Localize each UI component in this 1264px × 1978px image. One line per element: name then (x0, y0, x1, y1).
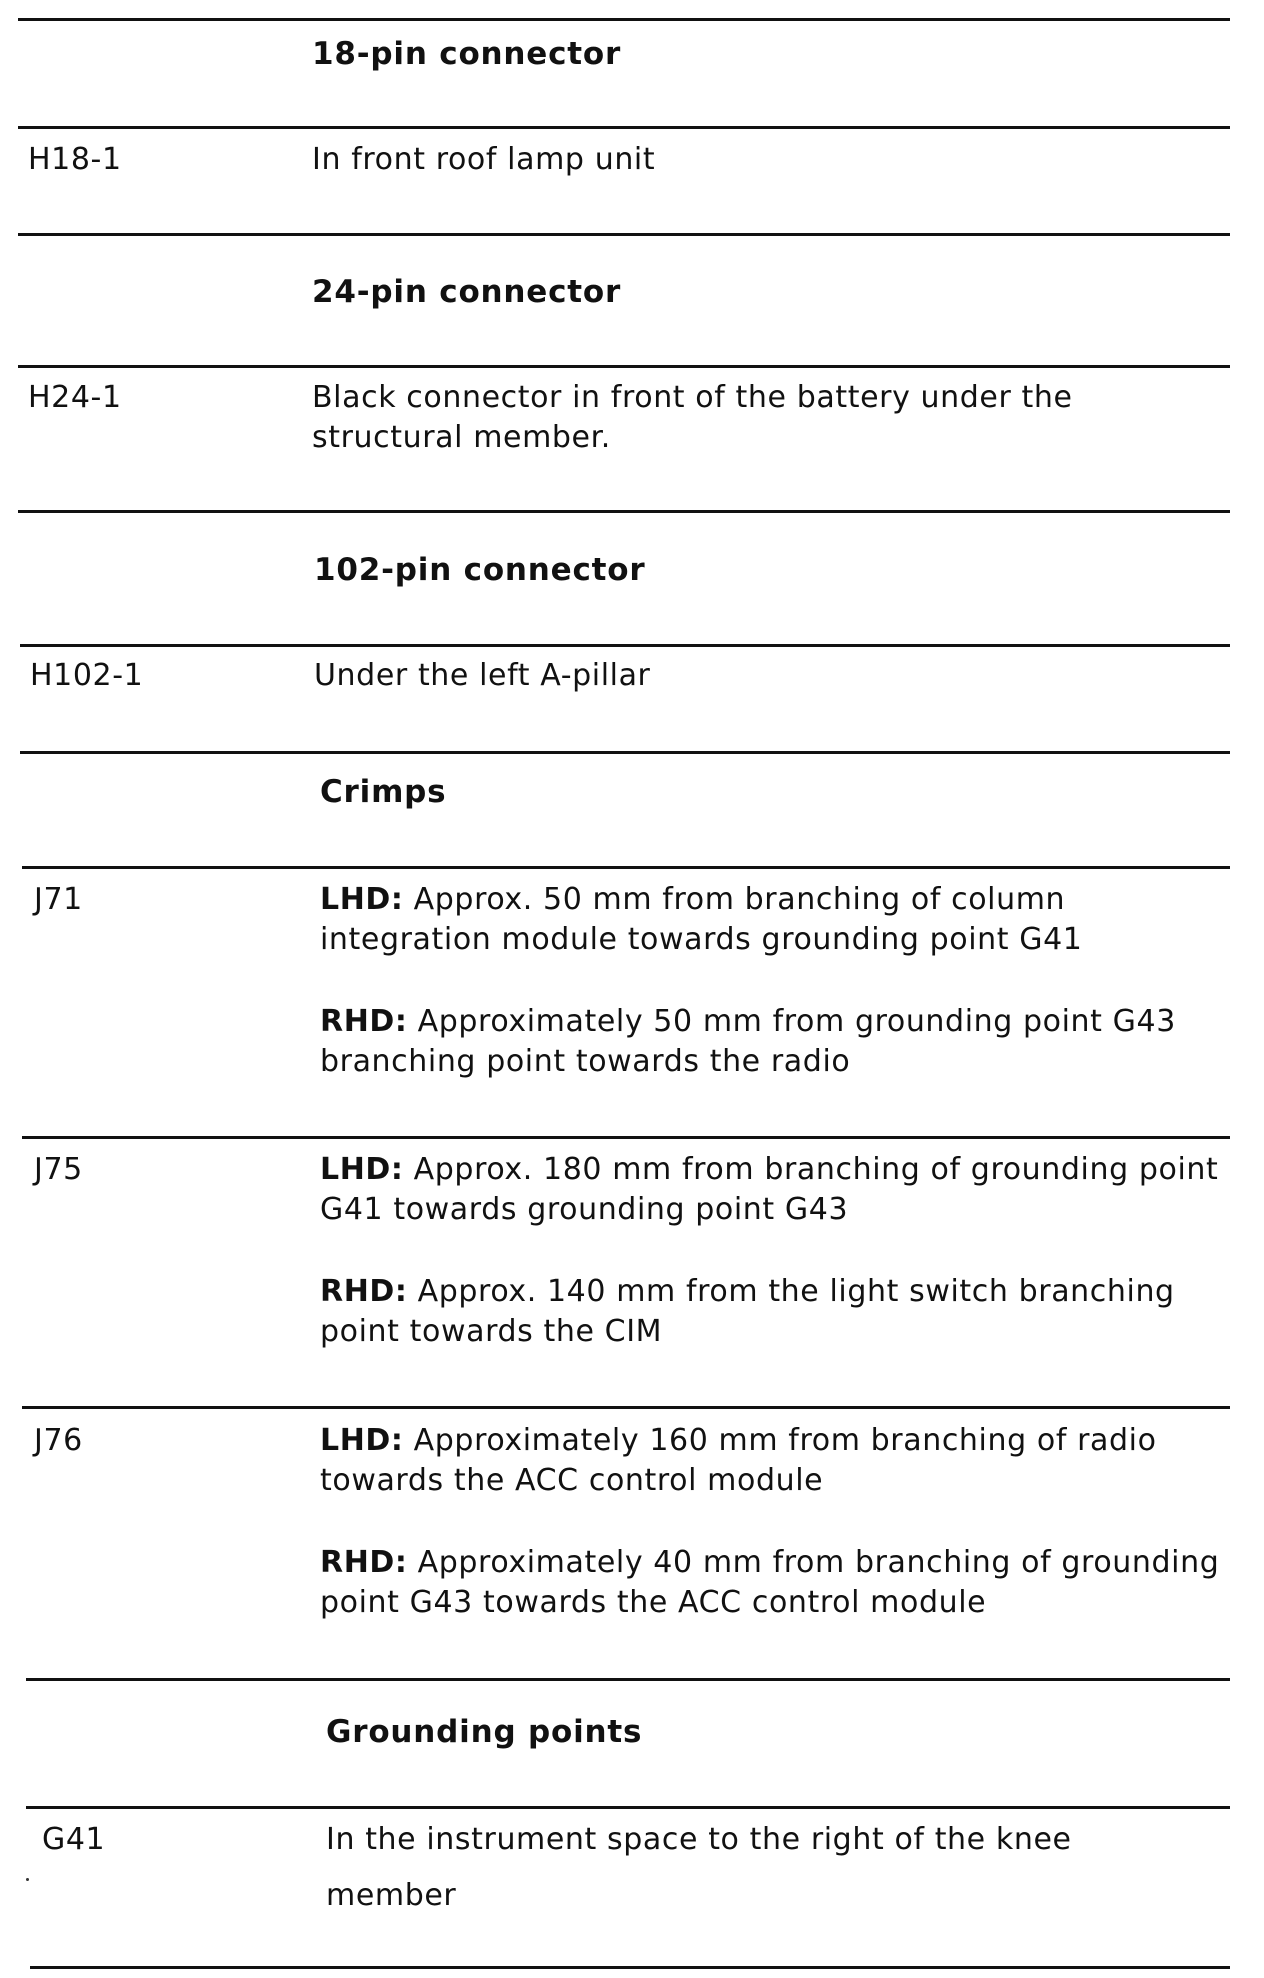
table-rule (18, 233, 1230, 236)
location-description (314, 656, 1264, 696)
connector-id: H102-1 (30, 658, 144, 693)
section-heading: Grounding points (326, 1714, 643, 1750)
description-paragraph: Black connector in front of the battery under the structural member. (312, 380, 1073, 455)
rhd-paragraph: RHD: Approximately 40 mm from branching of grounding point G43 towards the ACC control module (320, 1545, 1220, 1620)
description-paragraph: In front roof lamp unit (312, 142, 656, 177)
table-rule (20, 751, 1230, 754)
section-heading: 102-pin connector (314, 552, 646, 588)
location-description (320, 1150, 1220, 1352)
table-rule (22, 1136, 1230, 1139)
table-rule (18, 18, 1230, 21)
table-rule (18, 510, 1230, 513)
location-description (312, 378, 1142, 458)
section-heading: 24-pin connector (312, 274, 622, 310)
description-paragraph: In the instrument space to the right of the knee member (326, 1822, 1072, 1913)
crimp-id: J76 (34, 1423, 83, 1458)
table-rule (22, 866, 1230, 869)
connector-id: H24-1 (28, 380, 122, 415)
lhd-paragraph: LHD: Approx. 50 mm from branching of column integration module towards grounding point G41 (320, 882, 1083, 957)
lhd-paragraph: LHD: Approx. 180 mm from branching of grounding point G41 towards grounding point G43 (320, 1152, 1219, 1227)
lhd-paragraph: LHD: Approximately 160 mm from branching of radio towards the ACC control module (320, 1423, 1157, 1498)
grounding-point-id: G41 (42, 1822, 106, 1857)
table-rule (18, 126, 1230, 129)
crimp-id: J75 (34, 1152, 83, 1187)
location-description (312, 140, 1264, 180)
table-rule (22, 1406, 1230, 1409)
connector-id: H18-1 (28, 142, 122, 177)
table-rule (20, 644, 1230, 647)
rhd-paragraph: RHD: Approximately 50 mm from grounding point G43 branching point towards the radio (320, 1004, 1176, 1079)
crimp-id: J71 (34, 882, 83, 917)
rhd-paragraph: RHD: Approx. 140 mm from the light switch branching point towards the CIM (320, 1274, 1175, 1349)
location-description (320, 880, 1220, 1082)
section-heading: Crimps (320, 774, 447, 810)
description-paragraph: Under the left A-pillar (314, 658, 651, 693)
table-rule (26, 1806, 1230, 1809)
location-description (320, 1421, 1220, 1623)
table-rule (30, 1966, 1230, 1969)
section-heading: 18-pin connector (312, 36, 622, 72)
location-description (326, 1812, 1146, 1924)
table-rule (18, 365, 1230, 368)
table-rule (26, 1678, 1230, 1681)
scan-speck (26, 1878, 29, 1881)
